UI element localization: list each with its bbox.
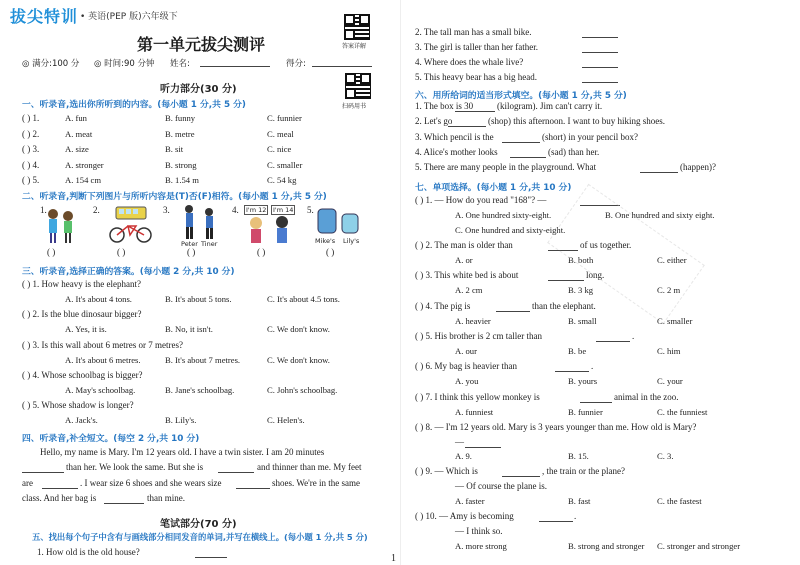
sound-answer-3[interactable] <box>582 44 618 53</box>
choice-question-1: ( ) 1. — How do you read "168"? — <box>415 195 547 205</box>
option-c: C. nice <box>267 144 292 154</box>
choice-question-tail-7: animal in the zoo. <box>614 391 679 402</box>
picture-label-lilys: Lily's <box>343 237 360 245</box>
fill-question-tail-1: (kilogram). Jim can't carry it. <box>497 101 603 111</box>
qr-caption-scan: 扫码用书 <box>342 103 367 110</box>
option-b: B. both <box>568 255 594 265</box>
fill-blank-4[interactable] <box>510 149 546 158</box>
choice-question-10-tail: . <box>574 511 577 521</box>
option-a: A. It's about 4 tons. <box>65 294 132 304</box>
choice-question-3: ( ) 3. This white bed is about <box>415 270 519 281</box>
option-b: B. Jane's schoolbag. <box>165 384 235 395</box>
option-c: C. him <box>657 345 681 356</box>
option-b: B. 1.54 m <box>165 175 199 185</box>
option-c: C. 2 m <box>657 285 681 296</box>
option-c: C. the funniest <box>657 406 708 417</box>
choice-question-8: ( ) 8. — I'm 12 years old. Mary is 3 years younger than me. How old is Mary? <box>415 422 697 432</box>
option-b: B. funnier <box>568 406 603 417</box>
section-7-heading: 七、单项选择。(每小题 1 分,共 10 分) <box>415 183 572 193</box>
choice-question-7: ( ) 7. I think this yellow monkey is <box>415 391 540 402</box>
name-label: 姓名: <box>170 59 190 69</box>
option-c: C. funnier <box>267 113 302 123</box>
sound-question-1: 1. How old is the old house? <box>37 547 140 557</box>
passage-line-4a: class. And her bag is <box>22 493 97 503</box>
full-score: ◎ 满分:100 分 <box>22 59 80 69</box>
passage-line-1: Hello, my name is Mary. I'm 12 years old. I have a twin sister. I am 20 minutes <box>40 447 325 457</box>
sound-question-3: 3. The girl is taller than her father. <box>415 42 539 52</box>
option-b: B. sit <box>165 144 184 154</box>
sound-question-2: 2. The tall man has a small bike. <box>415 27 532 37</box>
option-a: A. heavier <box>455 315 491 326</box>
choice-8-option-b: B. 15. <box>568 451 589 461</box>
question-number: ( ) 5. <box>22 175 40 185</box>
section-4-heading: 四、听录音,补全短文。(每空 2 分,共 10 分) <box>22 434 200 444</box>
answer-bracket[interactable]: ( ) <box>257 247 266 257</box>
listening-question: ( ) 5. Whose shadow is longer? <box>22 400 134 411</box>
choice-10-option-c: C. stronger and stronger <box>657 541 741 551</box>
qr-caption-answers: 答案详解 <box>342 43 367 50</box>
two-boys-picture <box>178 204 222 240</box>
choice-9-option-a: A. faster <box>455 496 485 506</box>
listening-question: ( ) 4. Whose schoolbag is bigger? <box>22 369 143 380</box>
option-b: B. small <box>568 315 597 326</box>
choice-question-9-tail: , the train or the plane? <box>542 466 625 476</box>
choice-10-option-b: B. strong and stronger <box>568 541 645 551</box>
choice-question-tail-6: . <box>591 361 594 372</box>
option-a: A. stronger <box>65 159 104 170</box>
sound-question-5: 5. This heavy bear has a big head. <box>415 72 538 82</box>
qr-code-icon <box>345 73 371 99</box>
option-c: C. It's about 4.5 tons. <box>267 294 340 304</box>
option-a: A. you <box>455 376 479 387</box>
option-c: C. We don't know. <box>267 354 330 365</box>
choice-question-5: ( ) 5. His brother is 2 cm taller than <box>415 330 542 341</box>
picture-item-3: 3. <box>163 205 170 215</box>
choice-question-6: ( ) 6. My bag is heavier than <box>415 361 517 372</box>
choice-question-9: ( ) 9. — Which is <box>415 466 478 476</box>
question-number: ( ) 2. <box>22 128 40 139</box>
answer-bracket[interactable]: ( ) <box>326 247 335 257</box>
fill-blank-5[interactable] <box>640 164 678 173</box>
option-b: B. It's about 5 tons. <box>165 294 232 304</box>
option-b: B. strong <box>165 159 197 170</box>
option-c: C. 54 kg <box>267 175 297 185</box>
option-b: B. be <box>568 345 587 356</box>
speech-bubble-12: I'm 12 <box>246 206 267 214</box>
question-number: ( ) 1. <box>22 113 40 123</box>
option-b: B. It's about 7 metres. <box>165 354 241 365</box>
answer-bracket[interactable]: ( ) <box>187 247 196 257</box>
option-a: A. 2 cm <box>455 285 483 296</box>
option-a: A. May's schoolbag. <box>65 384 136 395</box>
choice-blank-9[interactable] <box>502 468 540 477</box>
choice-10-answer: — I think so. <box>455 526 503 536</box>
speech-bubble-14: I'm 14 <box>273 206 294 214</box>
option-a: A. funniest <box>455 406 494 417</box>
brand-logo: 拔尖特训 <box>10 7 79 26</box>
passage-blank-4[interactable] <box>236 480 270 489</box>
choice-question-tail-2: of us together. <box>580 240 632 250</box>
time-limit: ◎ 时间:90 分钟 <box>94 59 155 69</box>
choice-question-10: ( ) 10. — Amy is becoming <box>415 511 514 521</box>
section-5-heading: 五、找出每个句子中含有与画线部分相同发音的单词,并写在横线上。(每小题 1 分,共 5 分) <box>32 532 368 542</box>
section-1-heading: 一、听录音,选出你所听到的内容。(每小题 1 分,共 5 分) <box>22 100 246 110</box>
passage-blank-5[interactable] <box>104 495 144 504</box>
option-c: C. smaller <box>657 315 693 326</box>
section-6-heading: 六、用所给词的适当形式填空。(每小题 1 分,共 5 分) <box>415 91 627 101</box>
question-number: ( ) 4. <box>22 159 40 170</box>
passage-line-2b: and thinner than me. My feet <box>257 462 362 472</box>
passage-blank-3[interactable] <box>42 480 78 489</box>
bus-and-bike-picture <box>108 205 154 245</box>
option-c: C. your <box>657 376 683 387</box>
choice-8-option-a: A. 9. <box>455 451 472 461</box>
listening-part-title: 听力部分(30 分) <box>160 84 237 95</box>
option-c: C. We don't know. <box>267 324 330 335</box>
choice-9-answer: — Of course the plane is. <box>455 481 547 491</box>
picture-item-5: 5. <box>307 205 314 215</box>
score-field[interactable] <box>312 58 372 67</box>
choice-10-option-a: A. more strong <box>455 541 507 551</box>
passage-line-2a: than her. We look the same. But she is <box>66 462 204 472</box>
choice-8-dash: — <box>455 437 464 447</box>
fill-question-tail-4: (sad) than her. <box>548 146 600 157</box>
listening-question: ( ) 3. Is this wall about 6 metres or 7 metres? <box>22 339 183 350</box>
passage-blank-2[interactable] <box>218 464 254 473</box>
picture-item-4: 4. <box>232 205 239 215</box>
choice-9-option-c: C. the fastest <box>657 496 702 506</box>
fill-blank-3[interactable] <box>502 134 540 143</box>
choice-question-4: ( ) 4. The pig is <box>415 300 471 311</box>
choice-8-option-c: C. 3. <box>657 451 674 461</box>
option-a: A. It's about 6 metres. <box>65 354 141 365</box>
section-2-heading: 二、听录音,判断下列图片与所听内容是(T)否(F)相符。(每小题 1 分,共 5 分) <box>22 192 327 202</box>
fill-question-3: 3. Which pencil is the <box>415 131 494 142</box>
name-field[interactable] <box>200 58 270 67</box>
choice-1-option-b: B. One hundred and sixty eight. <box>605 210 715 220</box>
fill-question-tail-5: (happen)? <box>680 162 716 173</box>
kids-standing-picture <box>40 206 80 246</box>
choice-1-option-a: A. One hundred sixty-eight. <box>455 210 552 220</box>
choice-blank-7[interactable] <box>580 394 612 403</box>
option-a: A. Yes, it is. <box>65 324 107 335</box>
listening-question: ( ) 2. Is the blue dinosaur bigger? <box>22 309 142 320</box>
score-label: 得分: <box>286 59 306 69</box>
answer-bracket[interactable]: ( ) <box>117 247 126 257</box>
option-a: A. size <box>65 144 89 154</box>
picture-label-mikes: Mike's <box>315 237 336 245</box>
option-b: B. metre <box>165 128 195 139</box>
option-a: A. fun <box>65 113 87 123</box>
page-number: 1 <box>391 553 396 564</box>
option-a: A. 154 cm <box>65 175 102 185</box>
fill-question-2: 2. Let's go <box>415 116 453 127</box>
choice-blank-3[interactable] <box>548 272 584 281</box>
passage-line-3a: are <box>22 478 33 488</box>
book-info: • 英语(PEP 版)六年级下 <box>80 12 178 22</box>
choice-question-tail-4: than the elephant. <box>532 300 596 311</box>
choice-blank-8[interactable] <box>465 439 501 448</box>
passage-line-3c: shoes. We're in the same <box>272 478 360 488</box>
sound-answer-4[interactable] <box>582 59 618 68</box>
option-a: A. Jack's. <box>65 415 98 426</box>
choice-question-tail-5: . <box>632 330 635 341</box>
choice-9-option-b: B. fast <box>568 496 591 506</box>
picture-item-1: 1. <box>40 205 47 215</box>
answer-bracket[interactable]: ( ) <box>47 247 56 257</box>
choice-blank-5[interactable] <box>596 333 630 342</box>
picture-label-peter: Peter <box>181 240 198 248</box>
passage-line-4b: than mine. <box>147 493 185 503</box>
option-c: C. smaller <box>267 159 303 170</box>
qr-code-icon <box>344 14 370 40</box>
option-c: C. Helen's. <box>267 415 305 426</box>
fill-question-1: 1. The box is 30 <box>415 101 474 111</box>
passage-line-3b: . I wear size 6 shoes and she wears size <box>80 478 222 488</box>
choice-question-tail-3: long. <box>586 270 605 281</box>
option-a: A. or <box>455 255 473 265</box>
passage-blank-1[interactable] <box>22 464 64 473</box>
picture-label-tiner: Tiner <box>201 240 218 248</box>
option-a: A. our <box>455 345 477 356</box>
schoolbags-picture <box>315 206 363 236</box>
option-b: B. No, it isn't. <box>165 324 213 335</box>
fill-question-5: 5. There are many people in the playground. What <box>415 162 597 173</box>
writing-part-title: 笔试部分(70 分) <box>160 519 237 530</box>
page-title: 第一单元拔尖测评 <box>137 35 266 54</box>
fill-blank-1[interactable] <box>455 103 495 112</box>
page-divider <box>400 0 401 565</box>
sound-answer-5[interactable] <box>582 74 618 83</box>
sound-question-4: 4. Where does the whale live? <box>415 57 524 67</box>
option-c: C. John's schoolbag. <box>267 384 338 395</box>
section-3-heading: 三、听录音,选择正确的答案。(每小题 2 分,共 10 分) <box>22 267 235 277</box>
choice-question-2: ( ) 2. The man is older than <box>415 240 513 250</box>
option-b: B. funny <box>165 113 196 123</box>
picture-item-2: 2. <box>93 205 100 215</box>
option-b: B. Lily's. <box>165 415 197 426</box>
fill-question-tail-2: (shop) this afternoon. I want to buy hiking shoes. <box>488 116 665 127</box>
option-b: B. 3 kg <box>568 285 594 296</box>
sound-answer-1[interactable] <box>195 549 227 558</box>
fill-blank-2[interactable] <box>448 118 486 127</box>
choice-blank-6[interactable] <box>555 363 589 372</box>
sound-answer-2[interactable] <box>582 29 618 38</box>
choice-blank-4[interactable] <box>496 303 530 312</box>
question-number: ( ) 3. <box>22 144 40 154</box>
choice-blank-10[interactable] <box>539 513 573 522</box>
option-c: C. meal <box>267 128 294 139</box>
fill-question-4: 4. Alice's mother looks <box>415 146 498 157</box>
option-a: A. meat <box>65 128 93 139</box>
option-c: C. either <box>657 255 687 265</box>
listening-question: ( ) 1. How heavy is the elephant? <box>22 279 141 289</box>
fill-question-tail-3: (short) in your pencil box? <box>542 131 638 142</box>
choice-1-option-c: C. One hundred and sixty-eight. <box>455 225 566 235</box>
option-b: B. yours <box>568 376 598 387</box>
two-girls-picture <box>246 215 296 245</box>
